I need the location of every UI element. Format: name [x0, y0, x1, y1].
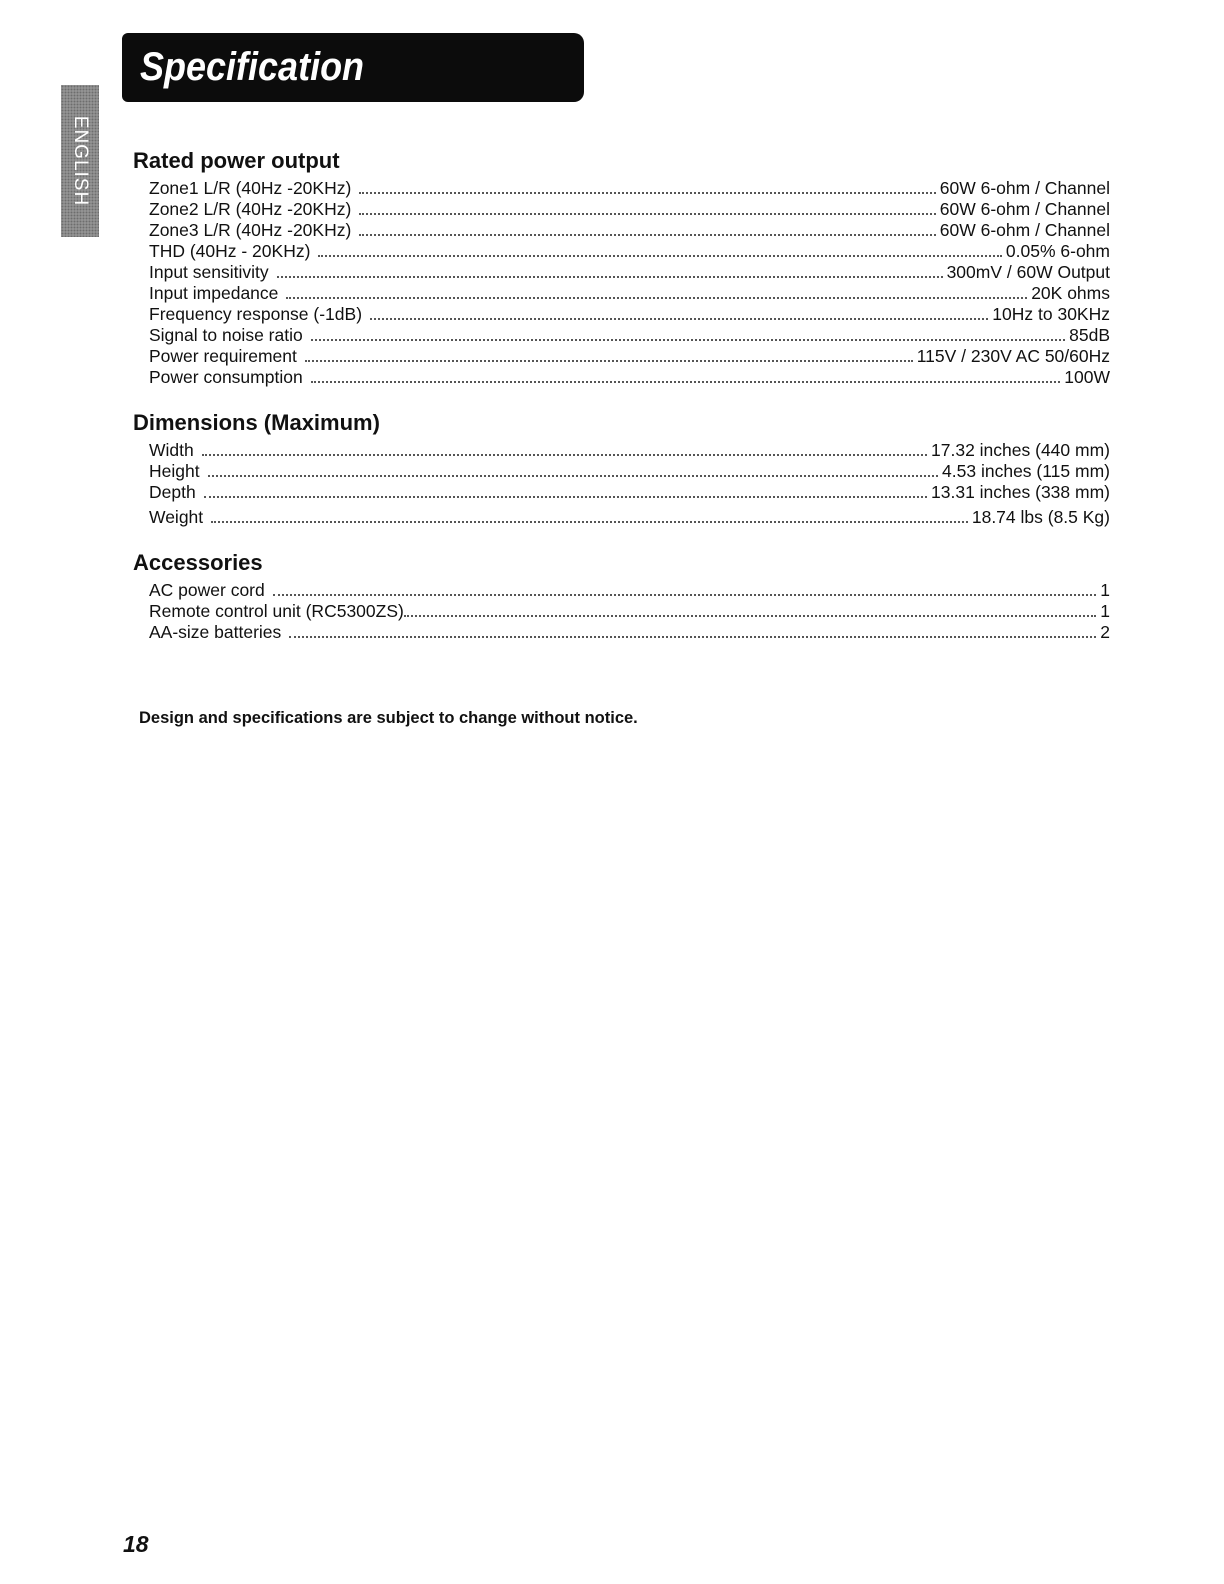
spec-row — [149, 367, 1110, 388]
spec-value: 17.32 inches (440 mm) — [931, 440, 1110, 460]
spec-row — [149, 283, 1110, 304]
spec-label: Weight — [149, 507, 204, 527]
spec-value: 60W 6-ohm / Channel — [939, 199, 1110, 219]
spec-label: Height — [149, 461, 200, 481]
spec-label: AA-size batteries — [149, 622, 282, 642]
spec-label: THD (40Hz - 20KHz) — [149, 241, 311, 261]
spec-row — [149, 346, 1110, 367]
spec-label: Remote control unit (RC5300ZS) — [149, 601, 404, 621]
dot-leader — [370, 318, 988, 320]
spec-row — [149, 304, 1110, 325]
spec-row — [149, 580, 1110, 601]
spec-row — [149, 220, 1110, 241]
dot-leader — [305, 360, 913, 362]
dot-leader — [404, 615, 1096, 617]
dot-leader — [273, 594, 1097, 596]
spec-row — [149, 199, 1110, 220]
spec-value: 18.74 lbs (8.5 Kg) — [971, 507, 1110, 527]
dot-leader — [208, 475, 938, 477]
dot-leader — [359, 213, 935, 215]
dot-leader — [277, 276, 943, 278]
spec-label: Depth — [149, 482, 196, 502]
spec-row — [149, 507, 1110, 528]
dot-leader — [289, 636, 1096, 638]
spec-value: 2 — [1100, 622, 1110, 642]
page-title: Specification — [140, 45, 365, 89]
dot-leader — [318, 255, 1001, 257]
spec-value: 0.05% 6-ohm — [1005, 241, 1110, 261]
spec-value: 85dB — [1069, 325, 1110, 345]
dot-leader — [311, 381, 1061, 383]
spec-label: Power consumption — [149, 367, 303, 387]
section-rated-power-output — [133, 148, 1110, 388]
disclaimer-notice: Design and specifications are subject to change without notice. — [139, 709, 638, 727]
dot-leader — [359, 234, 935, 236]
section-dimensions — [133, 410, 1110, 528]
spec-value: 10Hz to 30KHz — [992, 304, 1110, 324]
dot-leader — [286, 297, 1027, 299]
spec-value: 13.31 inches (338 mm) — [931, 482, 1110, 502]
language-tab-label: ENGLISH — [70, 115, 91, 207]
section-heading: Rated power output — [133, 148, 340, 173]
section-heading: Dimensions (Maximum) — [133, 410, 380, 435]
spec-value: 1 — [1100, 601, 1110, 621]
spec-label: Zone2 L/R (40Hz -20KHz) — [149, 199, 352, 219]
spec-label: AC power cord — [149, 580, 265, 600]
spec-value: 115V / 230V AC 50/60Hz — [916, 346, 1110, 366]
spec-label: Power requirement — [149, 346, 297, 366]
spec-value: 300mV / 60W Output — [946, 262, 1110, 282]
spec-label: Signal to noise ratio — [149, 325, 303, 345]
language-tab — [61, 85, 99, 237]
page-number: 18 — [123, 1531, 149, 1557]
spec-row — [149, 241, 1110, 262]
spec-row — [149, 482, 1110, 503]
spec-row — [149, 622, 1110, 643]
spec-value: 60W 6-ohm / Channel — [939, 220, 1110, 240]
spec-row — [149, 262, 1110, 283]
spec-row — [149, 178, 1110, 199]
spec-row — [149, 325, 1110, 346]
spec-value: 20K ohms — [1031, 283, 1110, 303]
spec-label: Input sensitivity — [149, 262, 269, 282]
dot-leader — [204, 496, 927, 498]
spec-value: 100W — [1064, 367, 1110, 387]
spec-row — [149, 461, 1110, 482]
section-accessories — [133, 550, 1110, 643]
section-heading: Accessories — [133, 550, 263, 575]
spec-value: 4.53 inches (115 mm) — [942, 461, 1110, 481]
spec-label: Frequency response (-1dB) — [149, 304, 363, 324]
dot-leader — [211, 521, 968, 523]
dot-leader — [359, 192, 935, 194]
dot-leader — [202, 454, 927, 456]
spec-label: Zone3 L/R (40Hz -20KHz) — [149, 220, 352, 240]
spec-value: 1 — [1100, 580, 1110, 600]
spec-value: 60W 6-ohm / Channel — [939, 178, 1110, 198]
spec-row — [149, 440, 1110, 461]
spec-label: Zone1 L/R (40Hz -20KHz) — [149, 178, 352, 198]
spec-row — [149, 601, 1110, 622]
dot-leader — [311, 339, 1065, 341]
title-banner — [122, 33, 584, 102]
spec-label: Input impedance — [149, 283, 279, 303]
spec-label: Width — [149, 440, 194, 460]
